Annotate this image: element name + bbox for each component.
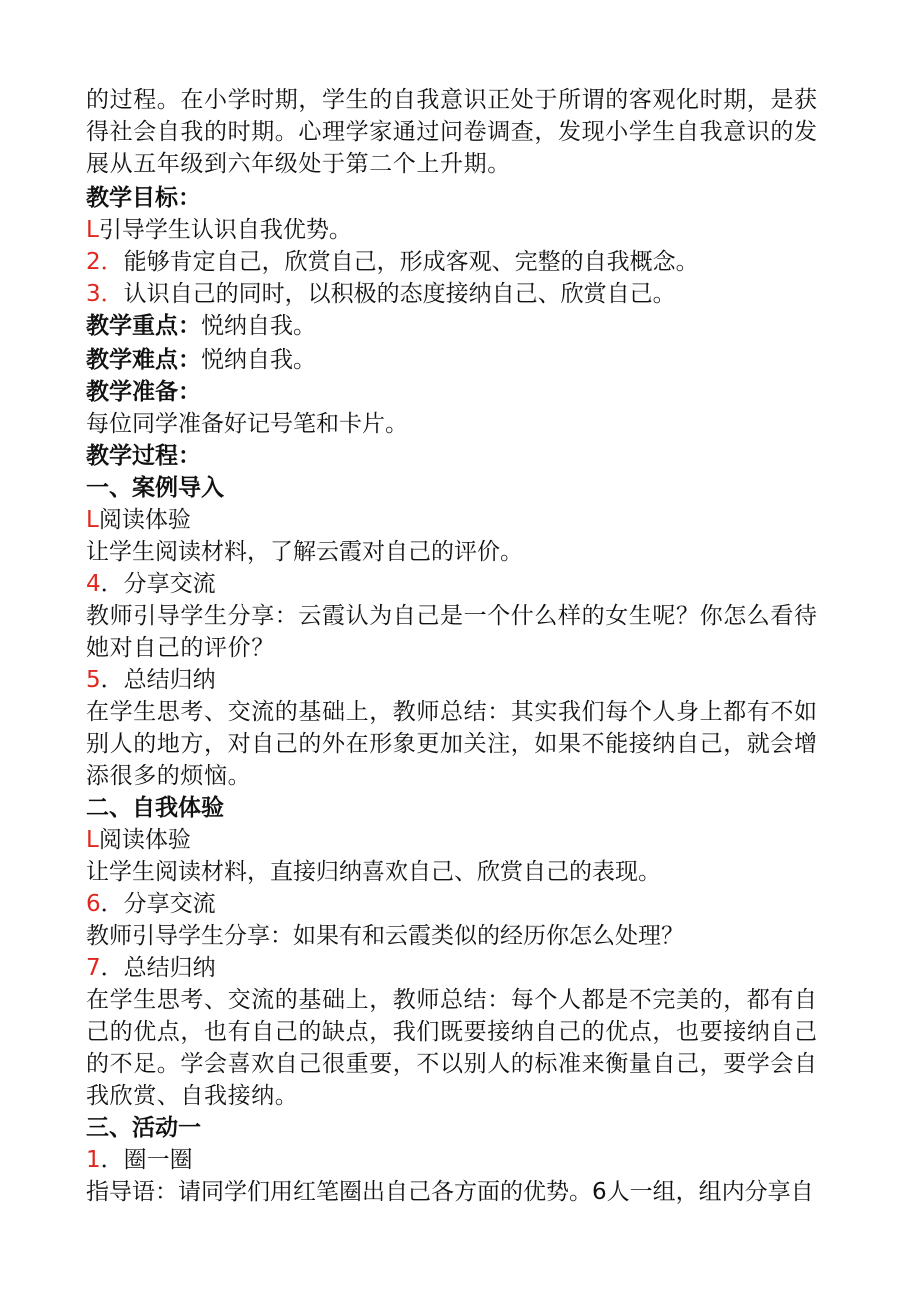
- section1-step3-body: 在学生思考、交流的基础上，教师总结：其实我们每个人身上都有不如别人的地方，对自己的外在形象更加关注，如果不能接纳自己，就会增添很多的烦恼。: [86, 699, 818, 789]
- section2-step1: [86, 824, 832, 856]
- section3-step1-sep: ．: [100, 1147, 124, 1173]
- section2-step2: [86, 888, 832, 920]
- section2-step3-sep: ．: [100, 955, 124, 981]
- section1-step1-body: 让学生阅读材料，了解云霞对自己的评价。: [86, 539, 523, 565]
- intro-paragraph: 的过程。在小学时期，学生的自我意识正处于所谓的客观化时期，是获得社会自我的时期。心理学家通过问卷调查，发现小学生自我意识的发展从五年级到六年级处于第二个上升期。: [86, 87, 818, 177]
- objective-text-3: 认识自己的同时，以积极的态度接纳自己、欣赏自己。: [123, 281, 676, 307]
- section2-step1-marker: L: [86, 827, 99, 853]
- section2-step1-body: 让学生阅读材料，直接归纳喜欢自己、欣赏自己的表现。: [86, 859, 661, 885]
- section3-step1-label: 圈一圈: [123, 1147, 193, 1173]
- key-point-line: [86, 310, 832, 342]
- objective-item-3: [86, 278, 832, 310]
- objective-marker-1: L: [86, 217, 99, 243]
- section2-step3-body: 在学生思考、交流的基础上，教师总结：每个人都是不完美的，都有自己的优点，也有自己的缺点，我们既要接纳自己的优点，也要接纳自己的不足。学会喜欢自己很重要，不以别人的标准来衡量自己，要学会自我欣赏、自我接纳。: [86, 987, 818, 1109]
- objective-sep-2: ．: [100, 249, 124, 275]
- objectives-heading: 教学目标：: [86, 185, 201, 211]
- objective-text-1: 引导学生认识自我优势。: [98, 217, 352, 243]
- section2-step3-marker: 7: [86, 955, 101, 981]
- section3-heading: 三、活动一: [86, 1115, 201, 1141]
- document-page: [86, 84, 832, 1208]
- difficulty-text: 悦纳自我。: [201, 347, 316, 373]
- section2-step2-sep: ．: [100, 891, 124, 917]
- difficulty-heading: 教学难点：: [86, 347, 201, 373]
- section1-step2: [86, 568, 832, 600]
- section2-step2-marker: 6: [86, 891, 101, 917]
- section1-step2-label: 分享交流: [123, 571, 216, 597]
- section1-step3: [86, 664, 832, 696]
- section1-step2-marker: 4: [86, 571, 101, 597]
- section1-step1: [86, 504, 832, 536]
- objective-sep-3: ．: [100, 281, 124, 307]
- section2-step3-label: 总结归纳: [123, 955, 216, 981]
- section1-step3-sep: ．: [100, 667, 124, 693]
- section1-step1-label: 阅读体验: [98, 507, 191, 533]
- objective-marker-2: 2: [86, 249, 101, 275]
- section1-step1-marker: L: [86, 507, 99, 533]
- section2-step3: [86, 952, 832, 984]
- section3-step1-marker: 1: [86, 1147, 101, 1173]
- section1-step2-sep: ．: [100, 571, 124, 597]
- section3-step1-body: 指导语：请同学们用红笔圈出自己各方面的优势。6人一组，组内分享自: [86, 1179, 814, 1205]
- process-heading: 教学过程：: [86, 443, 201, 469]
- preparation-text: 每位同学准备好记号笔和卡片。: [86, 411, 408, 437]
- section2-heading: 二、自我体验: [86, 795, 224, 821]
- objective-item-1: [86, 214, 832, 246]
- section1-heading: 一、案例导入: [86, 475, 224, 501]
- key-point-text: 悦纳自我。: [201, 313, 316, 339]
- objective-marker-3: 3: [86, 281, 101, 307]
- section2-step2-label: 分享交流: [123, 891, 216, 917]
- section3-step1: [86, 1144, 832, 1176]
- section1-step3-marker: 5: [86, 667, 101, 693]
- objective-text-2: 能够肯定自己，欣赏自己，形成客观、完整的自我概念。: [123, 249, 699, 275]
- preparation-heading: 教学准备：: [86, 379, 201, 405]
- key-point-heading: 教学重点：: [86, 313, 201, 339]
- section1-step2-body: 教师引导学生分享：云霞认为自己是一个什么样的女生呢？你怎么看待她对自己的评价？: [86, 603, 818, 661]
- section2-step2-body: 教师引导学生分享：如果有和云霞类似的经历你怎么处理？: [86, 923, 684, 949]
- section2-step1-label: 阅读体验: [98, 827, 191, 853]
- difficulty-line: [86, 344, 832, 376]
- section1-step3-label: 总结归纳: [123, 667, 216, 693]
- objective-item-2: [86, 246, 832, 278]
